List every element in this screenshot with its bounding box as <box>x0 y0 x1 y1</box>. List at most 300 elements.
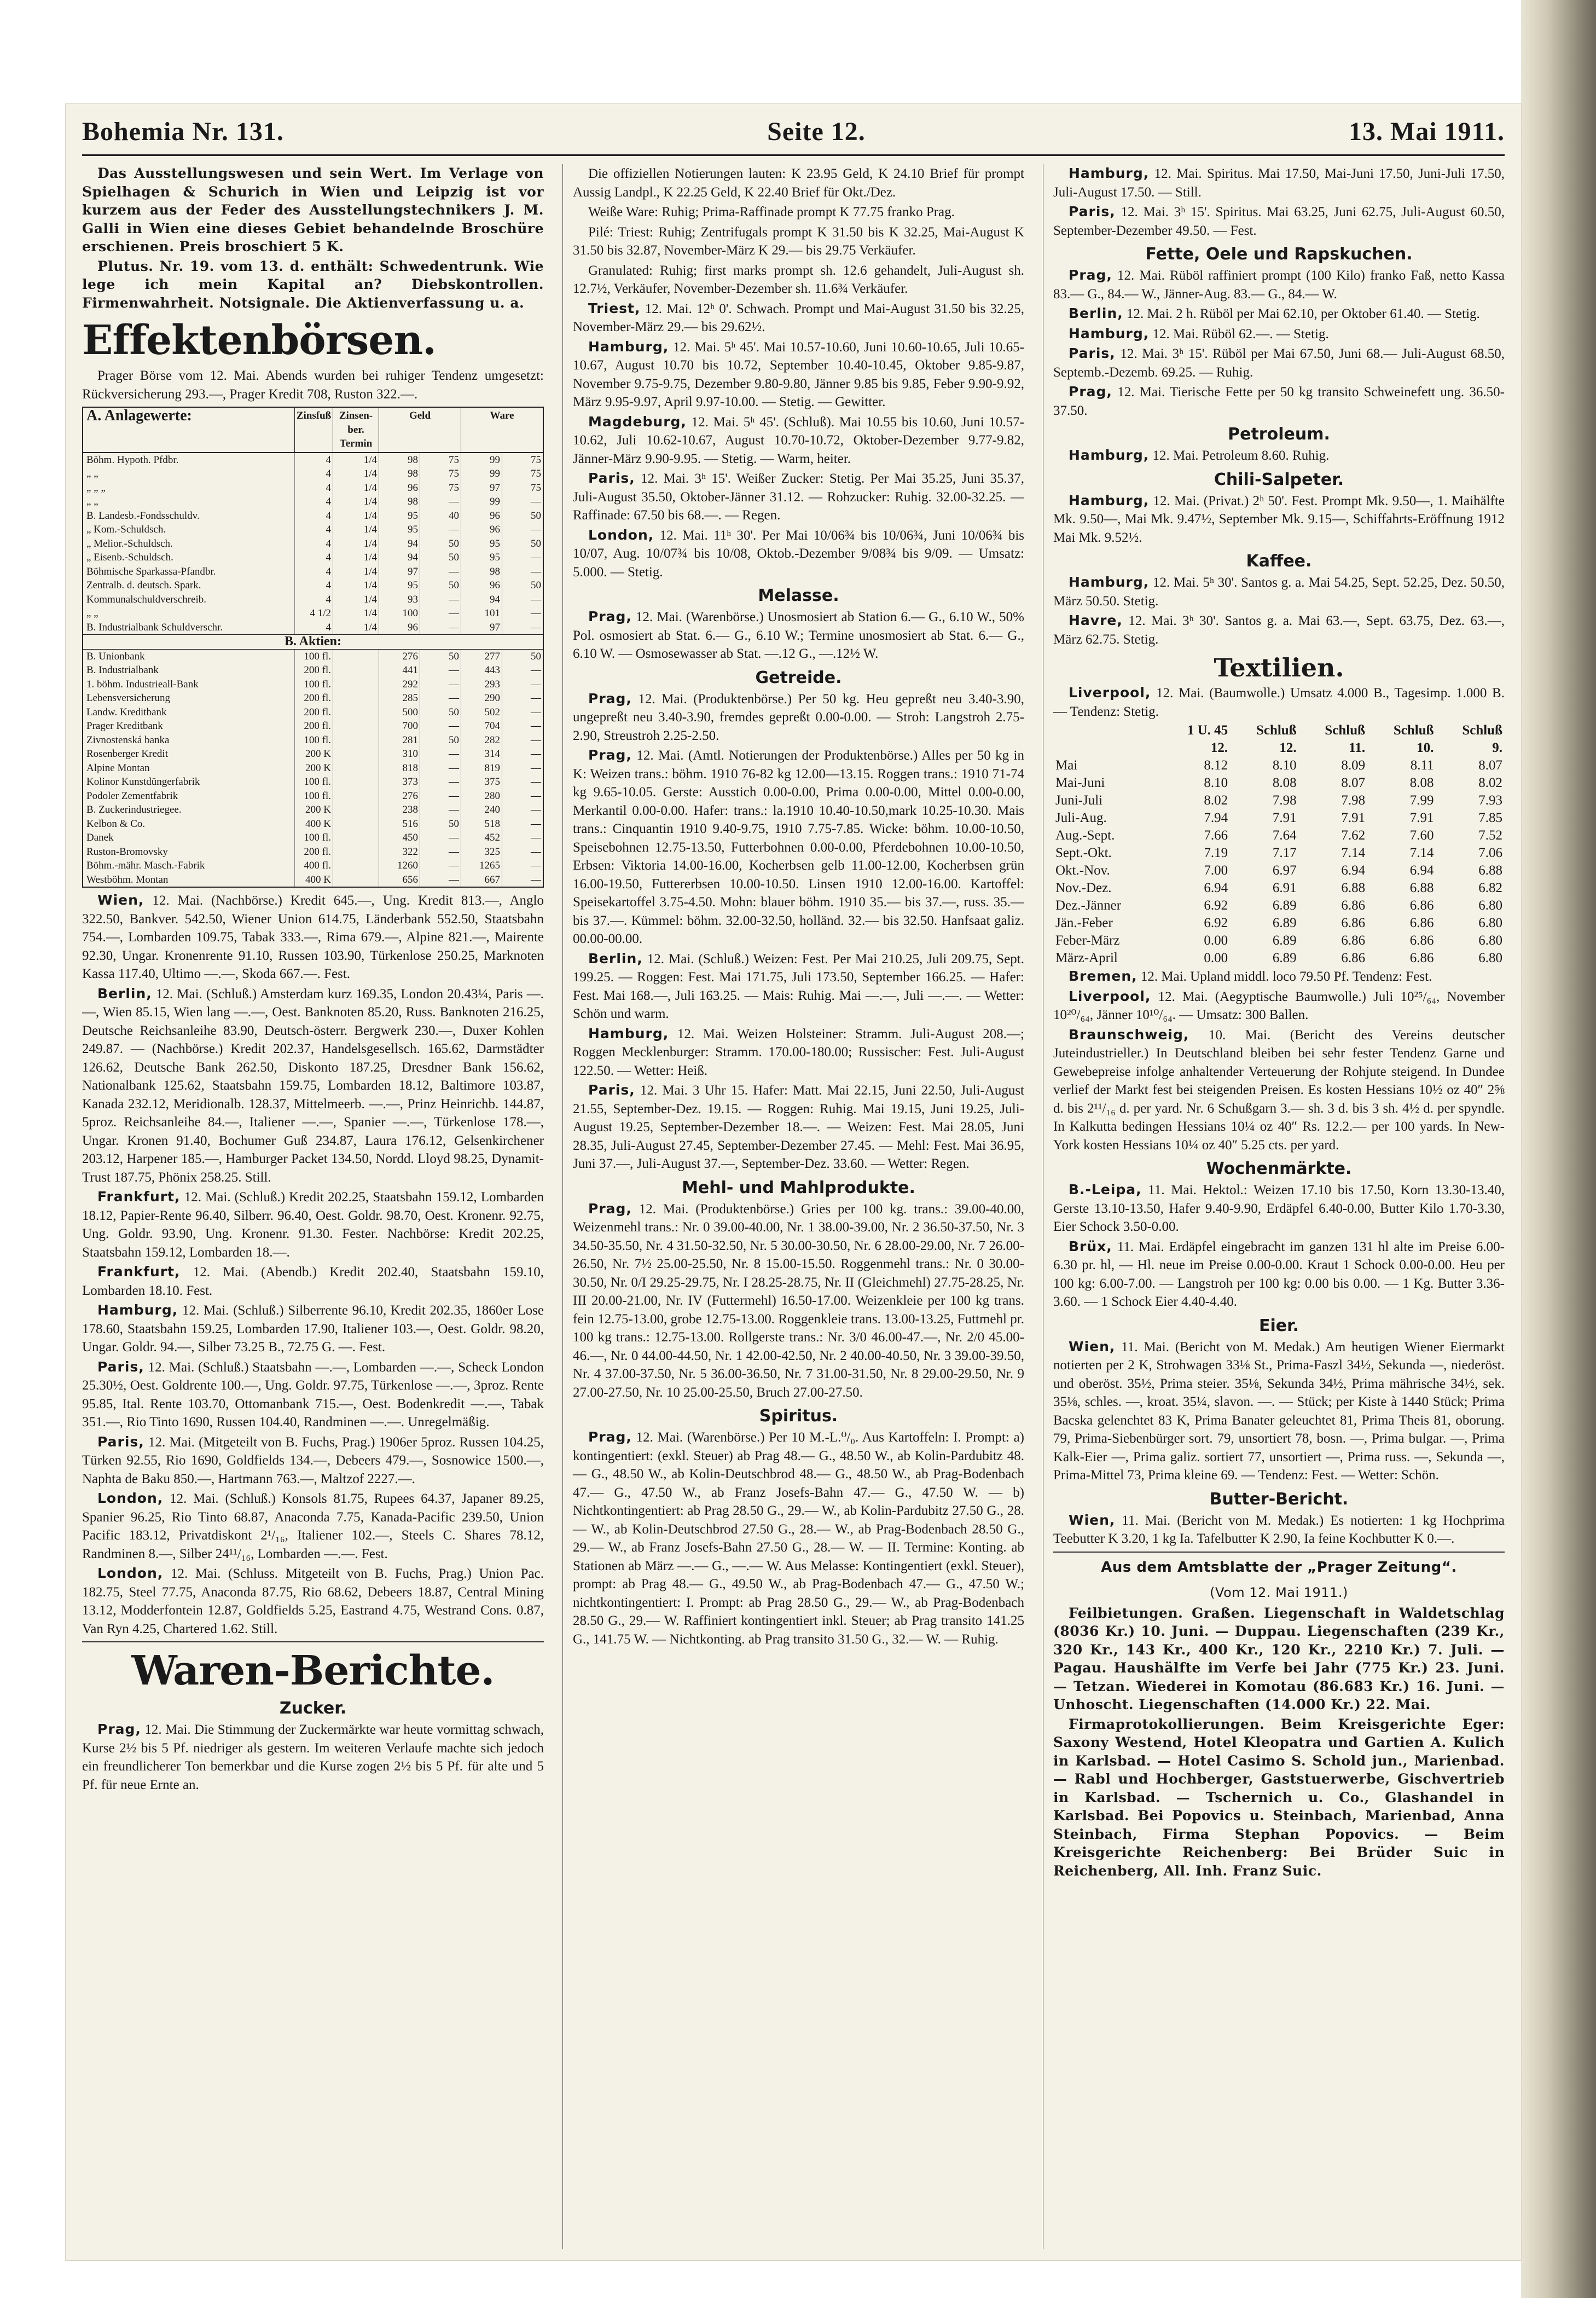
stock-cell: 50 <box>420 817 461 831</box>
cotton-cell: 6.86 <box>1341 898 1366 913</box>
stock-cell: 1/4 <box>333 565 379 579</box>
header-issue: Bohemia Nr. 131. <box>82 117 284 146</box>
cotton-cell: 6.89 <box>1272 951 1297 965</box>
stock-cell: 450 <box>379 831 420 845</box>
report-text: 12. Mai. 3ʰ 15'. Spiritus. Mai 63.25, Juni 62.75, Juli-August 60.50, September-Dezember 49.50. — Fest. <box>1053 205 1505 238</box>
stock-table-rows-b <box>83 650 543 887</box>
stock-cell: 75 <box>420 467 461 481</box>
stock-row <box>83 663 543 678</box>
header-rule <box>82 154 1505 156</box>
cotton-table-body <box>1053 757 1505 967</box>
stock-cell: 4 <box>294 551 333 565</box>
stock-cell: — <box>420 678 461 692</box>
stock-cell: „ Kom.-Schuldsch. <box>86 524 166 535</box>
stock-cell: 98 <box>461 565 502 579</box>
header-page-number: Seite 12. <box>767 117 866 146</box>
stock-cell: — <box>502 606 543 621</box>
stock-cell <box>333 691 379 705</box>
cotton-cell: 7.91 <box>1409 811 1434 825</box>
stock-cell: 99 <box>461 467 502 481</box>
stock-cell: 100 fl. <box>294 789 333 803</box>
cotton-cell: 6.92 <box>1204 916 1228 930</box>
stock-cell: 4 <box>294 593 333 607</box>
report-text: 12. Mai. (Produktenbörse.) Per 50 kg. Heu gepreßt neu 3.40-3.90, ungepreßt neu 3.40-3.90, fremdes gepreßt 0.00-0.00. — Stroh: Langstroh 2.75-2.90, Streustroh 2.25-2.50. <box>573 691 1024 743</box>
report-place: Prag, <box>1069 384 1112 400</box>
stock-cell: 1260 <box>379 859 420 873</box>
stock-cell: 452 <box>461 831 502 845</box>
stock-table <box>82 407 544 888</box>
sugar-report <box>573 202 1024 222</box>
cotton-cell: 8.02 <box>1204 793 1228 808</box>
stock-cell: 4 <box>294 495 333 509</box>
stock-cell: 1/4 <box>333 481 379 495</box>
stock-table-header <box>83 408 543 453</box>
textile-report <box>1053 987 1505 1024</box>
stock-row <box>83 537 543 551</box>
section-title-amtsblatt: Aus dem Amtsblatte der „Prager Zeitung“. <box>1101 1559 1457 1576</box>
stock-cell: „ „ <box>86 468 98 479</box>
stock-cell: 1/4 <box>333 551 379 565</box>
spiritus-report <box>1053 202 1505 240</box>
cotton-row <box>1053 757 1505 774</box>
petroleum-report: Hamburg, 12. Mai. Petroleum 8.60. Ruhig. <box>1069 447 1330 463</box>
stock-cell: Danek <box>86 832 114 843</box>
stock-cell: — <box>502 859 543 873</box>
stock-cell: 277 <box>461 650 502 664</box>
stock-row <box>83 719 543 733</box>
stock-cell: 95 <box>379 578 420 593</box>
stock-cell: — <box>420 831 461 845</box>
cotton-cell: Juli-Aug. <box>1055 811 1107 825</box>
cotton-header-cell <box>1053 739 1161 757</box>
getreide-report <box>573 746 1024 948</box>
newspaper-page <box>66 104 1521 2260</box>
cotton-cell: 7.62 <box>1341 828 1366 843</box>
stock-row <box>83 775 543 789</box>
stock-cell: 75 <box>420 453 461 467</box>
col2-sugar-reports <box>573 164 1024 581</box>
cotton-cell: 8.07 <box>1341 775 1366 790</box>
cotton-cell: 7.91 <box>1272 811 1297 825</box>
stock-row <box>83 873 543 887</box>
stock-cell: 1/4 <box>333 495 379 509</box>
stock-table-title: A. Anlagewerte: <box>86 407 192 424</box>
column-2 <box>562 164 1024 2249</box>
getreide-report <box>573 1024 1024 1080</box>
report-place: Brüx, <box>1069 1238 1112 1254</box>
stock-cell: 1265 <box>461 859 502 873</box>
divider <box>82 1641 544 1642</box>
cotton-cell: 6.89 <box>1272 916 1297 930</box>
stock-row <box>83 578 543 593</box>
stock-cell: — <box>420 761 461 775</box>
cotton-cell: 0.00 <box>1204 951 1228 965</box>
stock-cell: 94 <box>379 551 420 565</box>
cotton-cell: 7.93 <box>1478 793 1502 808</box>
report-text: 11. Mai. Hektol.: Weizen 17.10 bis 17.50, Korn 13.30-13.40, Gerste 13.10-13.50, Hafer 9.40-9.90, Erdäpfel 6.40-0.00, Butter Kilo 1.70-3.30, Eier Schock 3.50-0.00. <box>1053 1183 1505 1234</box>
stock-cell: B. Unionbank <box>86 650 145 662</box>
stock-row <box>83 705 543 720</box>
stock-row <box>83 495 543 509</box>
section-title-textilien: Textilien. <box>1214 653 1344 682</box>
stock-cell: — <box>420 606 461 621</box>
stock-cell: 4 <box>294 481 333 495</box>
report-text: 12. Mai. (Schluß.) Kredit 202.25, Staatsbahn 159.12, Lombarden 18.12, Papier-Rente 96.40, Silberr. 96.40, Oest. Goldr. 98.70, Oest. Kronenr. 92.75, Ung. Goldr. 93.90, Ung. Kronenr. 91.30. Fester. Nachbörse: Kredit 202.25, Staatsbahn 159.12, Lombarden 18.—. <box>82 1190 544 1260</box>
section-title-getreide: Getreide. <box>755 668 842 687</box>
stock-row <box>83 481 543 495</box>
amtsblatt-date: (Vom 12. Mai 1911.) <box>1210 1584 1348 1600</box>
stock-cell: 700 <box>379 719 420 733</box>
getreide-reports <box>573 690 1024 1173</box>
stock-row <box>83 747 543 761</box>
stock-cell: 375 <box>461 775 502 789</box>
stock-cell: — <box>420 803 461 817</box>
stock-cell: — <box>502 691 543 705</box>
spiritus-reports-foreign <box>1053 164 1505 240</box>
cotton-header-cell: Schluß <box>1462 723 1502 738</box>
cotton-cell: 7.66 <box>1204 828 1228 843</box>
cotton-cell: 8.07 <box>1478 758 1502 773</box>
cotton-header-row <box>1053 739 1505 757</box>
report-place: Hamburg, <box>588 338 669 355</box>
cotton-cell: 8.02 <box>1478 775 1502 790</box>
cotton-cell: 6.80 <box>1478 951 1502 965</box>
stock-cell: — <box>502 523 543 537</box>
cotton-header-cell: 12. <box>1279 740 1297 755</box>
stock-cell: Ruston-Bromovsky <box>86 846 168 858</box>
stock-cell: — <box>502 845 543 859</box>
stock-cell: — <box>502 789 543 803</box>
getreide-report <box>573 690 1024 745</box>
stock-cell <box>333 733 379 748</box>
stock-cell: 50 <box>420 537 461 551</box>
stock-cell: 98 <box>379 453 420 467</box>
stock-cell: 200 fl. <box>294 845 333 859</box>
report-place: Wien, <box>97 892 144 908</box>
cotton-cell: 7.19 <box>1204 846 1228 860</box>
report-text: 12. Mai. (Schluß.) Konsols 81.75, Rupees 64.37, Japaner 89.25, Spanier 96.25, Rio Tinto 68.87, Anaconda 7.75, Kanada-Pacific 239.50, Union Pacific 183.12, Privatdiskont 2¹/₁₆, Italiener 102.—, Steels C. Shares 78.12, Randminen 8.—, Silber 24¹¹/₁₆, Lombarden —.—. Fest. <box>82 1491 544 1561</box>
section-title-petroleum: Petroleum. <box>1228 425 1330 444</box>
sugar-report <box>573 338 1024 412</box>
cotton-cell: 6.82 <box>1478 881 1502 895</box>
stock-table-termin: Zinsen-ber. Termin <box>333 408 379 452</box>
report-text: 12. Mai. (Amtl. Notierungen der Produktenbörse.) Alles per 50 kg in K: Weizen trans.: böhm. 1910 76-82 kg 12.00—13.15. Roggen trans.: 1910 71-74 kg 9.65-10.05. Gerste: Ausstich 0.00-0.00, Prima 0.00-0.00, Mittel 0.00-0.00, Merkantil 0.00-0.00. Hafer: trans.: la.1910 10.40-10.50,mark 10.25-10.30. Mais trans.: Cinquantin 1910 9.40-9.75, 1910 7.75-7.85. Wicke: böhm. 10.00-10.50, Speisebohnen 12.75-13.50, Futterbohnen 0.00-0.00, Pferdebohnen 10.00-10.50, Erbsen: Viktoria 14.00-16.00, Kocherbsen gelb 11.00-12.00, Kocherbsen grün 16.00-19.50, Futtererbsen 10.00-10.50. Linsen 1910 12.00-16.00. Kartoffel: Speisekartoffel 3.75-4.50. Mohn: blauer böhm. 1910 35.— bis 37.—, russ. 35.— bis 37.—. Kümmel: böhm. 32.00-32.50, holländ. 32.— bis 32.50. Hanfsaat galiz. 00.00-00.00. <box>573 748 1024 946</box>
stock-row <box>83 467 543 481</box>
stock-cell: 97 <box>461 621 502 635</box>
report-place: Paris, <box>97 1433 144 1450</box>
cotton-cell: Jän.-Feber <box>1055 916 1113 930</box>
stock-cell: 200 fl. <box>294 705 333 720</box>
cotton-row <box>1053 950 1505 967</box>
stock-cell <box>333 650 379 664</box>
report-place: Paris, <box>588 470 635 486</box>
stock-cell: 50 <box>420 578 461 593</box>
stock-row <box>83 650 543 664</box>
report-place: London, <box>97 1565 164 1581</box>
stock-table-geld: Geld <box>379 408 461 452</box>
cotton-header-cell: 11. <box>1349 740 1366 755</box>
section-title-mehl: Mehl- und Mahlprodukte. <box>682 1178 915 1197</box>
stock-cell: Rosenberger Kredit <box>86 748 168 760</box>
report-place: Berlin, <box>97 985 152 1002</box>
cotton-cell: 6.86 <box>1409 898 1434 913</box>
stock-cell: 50 <box>502 650 543 664</box>
stock-cell <box>333 831 379 845</box>
spiritus-report <box>1053 164 1505 201</box>
cotton-row <box>1053 914 1505 932</box>
cotton-price-table <box>1053 722 1505 967</box>
stock-cell: 100 <box>379 606 420 621</box>
stock-cell: 281 <box>379 733 420 748</box>
cotton-cell: Feber-März <box>1055 933 1120 948</box>
stock-cell: Kommunalschuldverschreib. <box>86 593 206 605</box>
cotton-header-cell <box>1053 722 1161 739</box>
stock-cell: 518 <box>461 817 502 831</box>
stock-cell: 101 <box>461 606 502 621</box>
stock-cell: — <box>502 678 543 692</box>
stock-cell: — <box>420 565 461 579</box>
stock-cell: 100 fl. <box>294 831 333 845</box>
cotton-cell: 6.86 <box>1341 933 1366 948</box>
getreide-report <box>573 1081 1024 1173</box>
cotton-cell: 6.97 <box>1272 863 1297 878</box>
butter-report: Wien, 11. Mai. (Bericht von M. Medak.) Es notierten: 1 kg Hochprima Teebutter K 3.20, 1 kg Ia. Tafelbutter K 2.90, Ia feine Kochbutter K 0.—. <box>1053 1512 1505 1546</box>
stock-cell: Podoler Zementfabrik <box>86 790 178 802</box>
stock-cell <box>333 859 379 873</box>
report-place: Hamburg, <box>97 1302 178 1318</box>
cotton-cell: 7.17 <box>1272 846 1297 860</box>
stock-cell: 98 <box>379 467 420 481</box>
sugar-report <box>573 469 1024 525</box>
header-date: 13. Mai 1911. <box>1349 117 1505 146</box>
textile-report <box>1053 1026 1505 1155</box>
report-text: 12. Mai. (Aegyptische Baumwolle.) Juli 10²⁵/₆₄, November 10²⁰/₆₄, Jänner 10¹⁰/₆₄. — Umsatz: 300 Ballen. <box>1053 989 1505 1022</box>
cotton-cell: Juni-Juli <box>1055 793 1103 808</box>
stock-cell: — <box>502 705 543 720</box>
report-place: London, <box>588 526 654 543</box>
report-text: 10. Mai. (Bericht des Vereins deutscher Juteindustrieller.) In Deutschland bleiben bei sehr fester Tendenz Garne und Gewebepreise infolge anhaltender Verteuerung der Rohjute steigend. In Dundee verlief der Markt fest bei steigenden Preisen. Es kosten Hessians 10½ oz 40″ 2⅝ d. bis 2¹¹/₁₆ d. per yard. Nr. 6 Schußgarn 3.— sh. 3 d. bis 3 sh. 4½ d. per spyndle. In Kalkutta bedingen Hessians 10¼ oz 40″ Rs. 12.2.— per 100 yards. In New-York kosten Hessians 10¼ oz 40″ 5.25 cts. per yard. <box>1053 1027 1505 1153</box>
stock-row <box>83 565 543 579</box>
stock-cell: — <box>420 747 461 761</box>
stock-cell: 94 <box>379 537 420 551</box>
stock-cell: Kolinor Kunstdüngerfabrik <box>86 776 200 788</box>
report-text: Pilé: Triest: Ruhig; Zentrifugals prompt K 31.50 bis K 32.25, Mai-August K 31.50 bis 32.87, November-März K 29.— bis 29.75 Verkäufer. <box>573 224 1024 258</box>
stock-table-zinsfuss: Zinsfuß <box>294 408 333 452</box>
amtsblatt-paragraph: Firmaprotokollierungen. Beim Kreisgerichte Eger: Saxony Westend, Hotel Kleopatra und Gartien A. Kulich in Karlsbad. — Hotel Casimo S. Schold jun., Marienbad. — Rabl und Hochberger, Gaststuerwerbe, Gischvertrieb in Karlsbad. — Tschernich u. Co., Glashandel in Karlsbad. Bei Popovics u. Steinbach, Marienbad, Anna Steinbach, Firma Stephan Popovics. — Beim Kreisgerichte Reichenberg: Bei Brüder Suic in Reichenberg, All. Inh. Franz Suic. <box>1053 1716 1505 1879</box>
cotton-cell: 6.92 <box>1204 898 1228 913</box>
stock-cell <box>333 663 379 678</box>
market-report <box>82 985 544 1187</box>
stock-cell: Böhm.-mähr. Masch.-Fabrik <box>86 860 205 871</box>
cotton-cell: 6.88 <box>1341 881 1366 895</box>
stock-cell: 4 <box>294 621 333 635</box>
stock-cell <box>333 873 379 887</box>
report-text: Die offiziellen Notierungen lauten: K 23.95 Geld, K 24.10 Brief für prompt Aussig Landpl., K 22.25 Geld, K 22.40 Brief für Okt./Dez. <box>573 166 1024 200</box>
report-place: Triest, <box>588 300 641 316</box>
stock-cell: — <box>420 663 461 678</box>
cotton-cell: Aug.-Sept. <box>1055 828 1115 843</box>
stock-cell: — <box>502 719 543 733</box>
stock-cell: 400 fl. <box>294 859 333 873</box>
stock-cell: — <box>502 873 543 887</box>
cotton-row <box>1053 774 1505 792</box>
cotton-cell: 0.00 <box>1204 933 1228 948</box>
stock-cell: 98 <box>379 495 420 509</box>
stock-cell: 200 K <box>294 747 333 761</box>
cotton-cell: 6.86 <box>1341 951 1366 965</box>
stock-cell: 96 <box>461 523 502 537</box>
stock-cell: 97 <box>461 481 502 495</box>
page-header <box>82 115 1505 148</box>
sugar-report <box>573 299 1024 337</box>
report-place: Hamburg, <box>1069 165 1150 181</box>
stock-cell: — <box>502 733 543 748</box>
stock-cell: 400 K <box>294 873 333 887</box>
stock-cell: „ „ <box>86 607 98 619</box>
cotton-cell: 6.88 <box>1409 881 1434 895</box>
report-place: Havre, <box>1069 612 1123 628</box>
report-text: 12. Mai. (Nachbörse.) Kredit 645.—, Ung. Kredit 813.—, Anglo 322.50, Bankver. 542.50, Wiener Union 614.75, Länderbank 552.50, Staatsbahn 754.—, Lombarden 109.75, Tabak 333.—, Rima 679.—, Alpine 821.—, Mairente 92.30, Ungar. Kronenrente 91.10, Russen 103.90, Türkenlose 250.25, Marknoten Kassa 117.40, Ultimo —.—, Skoda 667.—. Fest. <box>82 893 544 981</box>
cotton-cell: 6.80 <box>1478 916 1502 930</box>
stock-cell <box>333 705 379 720</box>
cotton-header-cell: 12. <box>1210 740 1228 755</box>
chili-report: Hamburg, 12. Mai. (Privat.) 2ʰ 50'. Fest. Prompt Mk. 9.50—, 1. Maihälfte Mk. 9.50—, Mai Mk. 9.47½, September Mk. 9.15—, Schiffahrts-Eröffnung 1912 Mai Mk. 9.52½. <box>1053 492 1505 545</box>
sugar-report <box>573 164 1024 201</box>
stock-row <box>83 859 543 873</box>
report-place: Hamburg, <box>1069 574 1150 590</box>
stock-cell: 200 fl. <box>294 663 333 678</box>
cotton-cell: 6.86 <box>1409 951 1434 965</box>
stock-cell: 1/4 <box>333 578 379 593</box>
stock-cell: 4 <box>294 537 333 551</box>
zucker-report: Prag, 12. Mai. Die Stimmung der Zuckermärkte war heute vormittag schwach, Kurse 2½ bis 5 Pf. niedriger als gestern. Im weiteren Verlaufe machte sich jedoch ein freundlicherer Ton bemerkbar und die Kurse zogen 2½ bis 5 Pf. für alte und 5 Pf. für neue Ernte an. <box>82 1721 544 1792</box>
stock-cell: 50 <box>420 650 461 664</box>
cotton-row <box>1053 932 1505 950</box>
cotton-cell: 6.86 <box>1409 916 1434 930</box>
cotton-cell: 6.86 <box>1409 933 1434 948</box>
cotton-cell: 7.94 <box>1204 811 1228 825</box>
section-title-eier: Eier. <box>1258 1316 1299 1335</box>
fette-report <box>1053 304 1505 323</box>
stock-cell: Böhmische Sparkassa-Pfandbr. <box>86 565 216 577</box>
fette-report <box>1053 266 1505 303</box>
report-text: 12. Mai. 5ʰ 30'. Santos g. a. Mai 54.25, Sept. 52.25, Dez. 50.50, März 50.50. Stetig. <box>1053 575 1505 609</box>
report-text: 12. Mai. Spiritus. Mai 17.50, Mai-Juni 17.50, Juni-Juli 17.50, Juli-August 17.50. — Still. <box>1053 166 1505 200</box>
stock-cell <box>333 719 379 733</box>
cotton-cell: 8.10 <box>1272 758 1297 773</box>
stock-row <box>83 523 543 537</box>
stock-table-rows-a <box>83 453 543 635</box>
cotton-header-cell: Schluß <box>1256 723 1297 738</box>
cotton-row <box>1053 862 1505 879</box>
cotton-cell: März-April <box>1055 951 1118 965</box>
stock-cell: 50 <box>420 705 461 720</box>
sugar-report <box>573 223 1024 260</box>
stock-cell: „ „ „ <box>86 482 106 494</box>
textile-report <box>1053 967 1505 986</box>
stock-cell: 4 <box>294 453 333 467</box>
stock-cell: 75 <box>420 481 461 495</box>
report-place: Prag, <box>588 747 632 763</box>
stock-cell: Zentralb. d. deutsch. Spark. <box>86 580 201 591</box>
stock-cell: — <box>420 691 461 705</box>
stock-cell: — <box>420 859 461 873</box>
stock-cell: 1/4 <box>333 453 379 467</box>
stock-cell: 238 <box>379 803 420 817</box>
stock-cell: 50 <box>502 578 543 593</box>
stock-cell: 314 <box>461 747 502 761</box>
stock-cell: „ „ <box>86 496 98 507</box>
report-place: Hamburg, <box>588 1025 669 1041</box>
stock-cell: 96 <box>461 578 502 593</box>
report-place: Berlin, <box>1069 305 1123 321</box>
prager-boerse-intro: Prager Börse vom 12. Mai. Abends wurden bei ruhiger Tendenz umgesetzt: Rückversicherung 293.—, Prager Kredit 708, Ruston 322.—. <box>82 368 544 402</box>
cotton-cell: Mai <box>1055 758 1078 773</box>
report-place: Paris, <box>1069 345 1116 361</box>
cotton-header-cell: 1 U. 45 <box>1187 723 1228 738</box>
section-title-kaffee: Kaffee. <box>1246 552 1312 571</box>
cotton-cell: 7.14 <box>1341 846 1366 860</box>
stock-cell: — <box>502 761 543 775</box>
stock-cell: Westböhm. Montan <box>86 873 169 885</box>
stock-cell: 50 <box>420 551 461 565</box>
stock-cell: 818 <box>379 761 420 775</box>
stock-cell: 443 <box>461 663 502 678</box>
stock-cell: 1/4 <box>333 621 379 635</box>
stock-cell: 290 <box>461 691 502 705</box>
stock-cell: 4 <box>294 467 333 481</box>
cotton-row <box>1053 792 1505 809</box>
cotton-cell: 7.91 <box>1341 811 1366 825</box>
report-place: Magdeburg, <box>588 413 687 430</box>
market-report <box>82 1358 544 1432</box>
stock-cell: 285 <box>379 691 420 705</box>
cotton-cell: 6.94 <box>1341 863 1366 878</box>
eier-report: Wien, 11. Mai. (Bericht von M. Medak.) Am heutigen Wiener Eiermarkt notierten per 2 K, Strohwagen 33⅛ St., Prima-Faszl 34½, Sekunda —, niederöst. und oberöst. 35½, Prima steier. 35⅛, Sekunda 34½, Prima mährische 34½, sek. 35⅛, schles. —, kroat. 35¼, slavon. —. — Stück; per Kiste à 1440 Stück; Prima Bacska gelenchtet 83 K, Prima Banater geleuchtet 81, Prima Theis 81, oborung. 79, Prima-Siebenbürger sort. 79, unsortiert 78, bosn. —, Prima bulgar. —, Prima Kalk-Eier —, Prima galiz. sortiert 77, unsortiert —, Prima russ. —, Sekunda —, Prima-Mittel 73, Prima kleine 69. — Tendenz: Fest. — Wetter: Schön. <box>1053 1338 1505 1483</box>
stock-cell: — <box>420 523 461 537</box>
melasse-report: Prag, 12. Mai. (Warenbörse.) Unosmosiert ab Station 6.— G., 6.10 W., 50% Pol. osmosiert ab Stat. 6.— G., 6.10 W.; Termine unosmosiert ab Stat. 6.— G., 6.10 W. — Osmosewasser ab Stat. —.12 G., —.12½ W. <box>573 609 1024 661</box>
report-text: Granulated: Ruhig; first marks prompt sh. 12.6 gehandelt, Juli-August sh. 12.7½, Verkäufer, November-Dezember sh. 11.6¾ Verkäufer. <box>573 263 1024 296</box>
cotton-row <box>1053 844 1505 862</box>
page-spine-shadow <box>1521 0 1596 2298</box>
fette-report <box>1053 325 1505 344</box>
stock-cell: 4 <box>294 523 333 537</box>
market-report <box>82 891 544 983</box>
stock-cell: 96 <box>461 509 502 523</box>
stock-cell: 93 <box>379 593 420 607</box>
stock-cell: 100 fl. <box>294 650 333 664</box>
cotton-cell: 8.12 <box>1204 758 1228 773</box>
stock-cell: 819 <box>461 761 502 775</box>
stock-cell: — <box>420 621 461 635</box>
stock-cell: Prager Kreditbank <box>86 720 163 732</box>
section-title-butter: Butter-Bericht. <box>1209 1489 1349 1509</box>
stock-table-b-title: B. Aktien: <box>83 634 543 650</box>
cotton-cell: 6.91 <box>1272 881 1297 895</box>
column-1 <box>82 164 544 2249</box>
stock-cell: 502 <box>461 705 502 720</box>
textile-reports <box>1053 967 1505 1154</box>
cotton-cell: 6.89 <box>1272 898 1297 913</box>
report-text: 12. Mai. 3ʰ 15'. Rüböl per Mai 67.50, Juni 68.— Juli-August 68.50, Septemb.-Dezemb. 69.25. — Ruhig. <box>1053 346 1505 380</box>
stock-cell: B. Industrialbank <box>86 664 159 676</box>
report-text: 12. Mai. 2 h. Rüböl per Mai 62.10, per Oktober 61.40. — Stetig. <box>1127 306 1480 321</box>
stock-cell: 1/4 <box>333 509 379 523</box>
stock-table-ware: Ware <box>461 408 543 452</box>
cotton-cell: 7.14 <box>1409 846 1434 860</box>
stock-row <box>83 509 543 523</box>
stock-cell <box>333 845 379 859</box>
